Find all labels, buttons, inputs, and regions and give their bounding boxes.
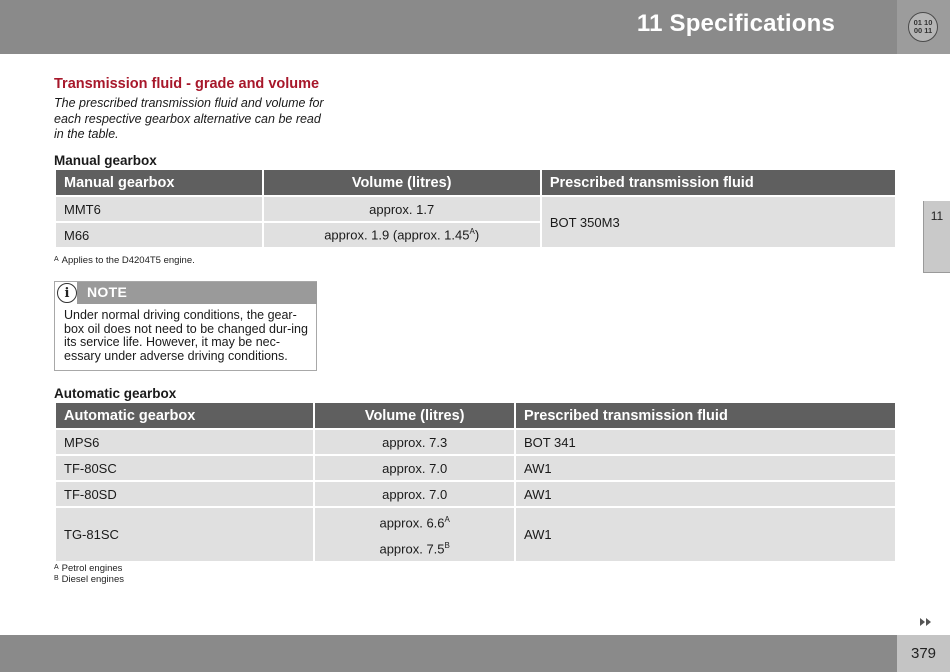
badge-top-text: 01 10 [913, 18, 933, 27]
column-header: Manual gearbox [55, 170, 263, 196]
volume-text-tail: ) [474, 227, 480, 243]
table-header-row [55, 170, 896, 196]
footnote-marker: A [444, 515, 450, 524]
volume-text: approx. 7.5 [379, 541, 445, 557]
footnote [54, 563, 122, 574]
footnote-marker: B [444, 541, 450, 551]
table-header-row [55, 403, 896, 429]
section-intro: The prescribed transmission fluid and volume for each respective gearbox alternative can be read in the table. [54, 96, 324, 141]
volume-text: approx. 6.6 [379, 515, 445, 531]
fluid-cell: BOT 350M3 [541, 196, 896, 248]
column-header: Volume (litres) [314, 403, 515, 429]
automatic-gearbox-heading: Automatic gearbox [54, 386, 177, 401]
table-row [55, 455, 896, 481]
footnote [54, 574, 124, 585]
section-title: Transmission fluid - grade and volume [54, 76, 320, 92]
column-header: Prescribed transmission fluid [541, 170, 896, 196]
footnote-text: Applies to the D4204T5 engine. [61, 255, 195, 266]
table-row [55, 429, 896, 455]
note-text: Under normal driving conditions, the gear-box oil does not need to be changed dur-ing its service life. However, it may be nec-essary under adverse driving conditions. [64, 308, 308, 363]
volume-cell [314, 507, 515, 562]
gearbox-cell: TF-80SC [55, 455, 314, 481]
note-label: NOTE [87, 284, 128, 300]
gearbox-cell: MPS6 [55, 429, 314, 455]
chapter-side-tab[interactable]: 11 [923, 201, 950, 273]
info-icon: i [57, 283, 77, 303]
footnote-marker: A [469, 227, 475, 237]
next-page-icon[interactable] [920, 617, 934, 627]
footnote [54, 255, 195, 266]
table-row [55, 196, 896, 222]
volume-cell [263, 222, 541, 248]
page-number: 379 [897, 635, 950, 672]
volume-cell: approx. 7.3 [314, 429, 515, 455]
column-header: Automatic gearbox [55, 403, 314, 429]
volume-cell: approx. 1.7 [263, 196, 541, 222]
fluid-cell: AW1 [515, 455, 896, 481]
note-header [77, 282, 317, 304]
page-header [0, 0, 897, 54]
volume-cell: approx. 7.0 [314, 455, 515, 481]
fluid-cell: AW1 [515, 507, 896, 562]
fluid-cell: AW1 [515, 481, 896, 507]
footnote-mark: B [54, 575, 59, 582]
gearbox-cell: TG-81SC [55, 507, 314, 562]
column-header: Volume (litres) [263, 170, 541, 196]
chapter-badge-icon [908, 12, 938, 42]
chapter-title: 11 Specifications [636, 10, 835, 37]
page-footer [0, 635, 897, 672]
gearbox-cell: M66 [55, 222, 263, 248]
table-row [55, 507, 896, 562]
footnote-text: Petrol engines [61, 563, 123, 574]
footnote-mark: A [54, 256, 59, 263]
column-header: Prescribed transmission fluid [515, 403, 896, 429]
note-box [54, 281, 317, 371]
volume-cell: approx. 7.0 [314, 481, 515, 507]
automatic-gearbox-table [54, 403, 897, 563]
fluid-cell: BOT 341 [515, 429, 896, 455]
footnote-text: Diesel engines [61, 574, 124, 585]
manual-gearbox-heading: Manual gearbox [54, 153, 157, 168]
footnote-mark: A [54, 564, 59, 571]
gearbox-cell: MMT6 [55, 196, 263, 222]
volume-text: approx. 1.9 (approx. 1.45 [324, 227, 470, 243]
badge-bottom-text: 00 11 [913, 26, 933, 35]
gearbox-cell: TF-80SD [55, 481, 314, 507]
table-row [55, 481, 896, 507]
manual-gearbox-table [54, 170, 897, 249]
